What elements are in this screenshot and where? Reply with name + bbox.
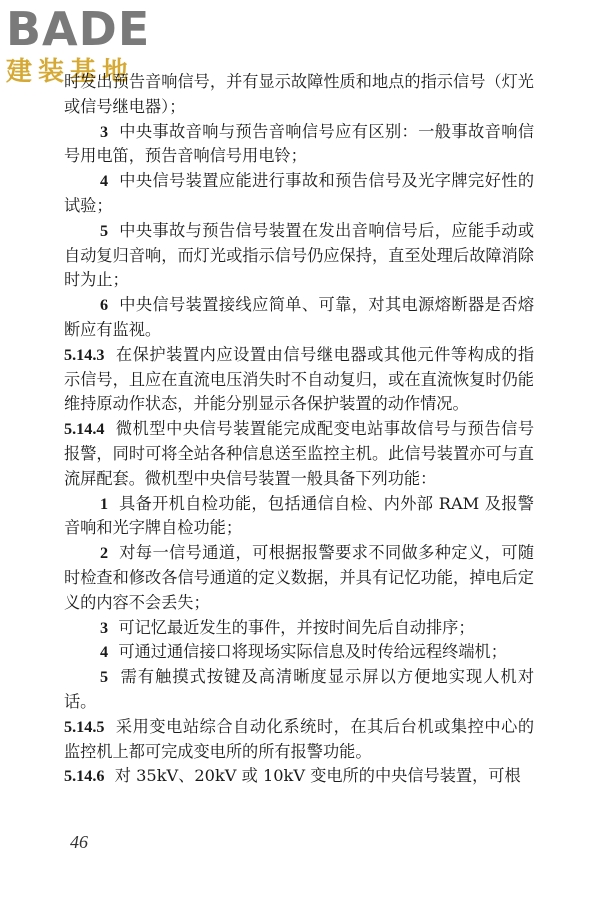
paragraph-text: 需有触摸式按键及高清晰度显示屏以方便地实现人机对话。 [64,667,535,711]
paragraph-text: 中央事故音响与预告音响信号应有区别：一般事故音响信号用电笛，预告音响信号用电铃； [64,121,535,166]
paragraph-text: 在保护装置内应设置由信号继电器或其他元件等构成的指示信号，且应在直流电压消失时不自动复归，或在直流恢复时仍能维持原动作状态，并能分别显示各保护装置的动作情况。 [64,344,535,414]
list-item [64,541,534,615]
page-number: 46 [70,832,88,852]
list-item [64,120,534,170]
list-item [64,665,534,715]
clause [64,343,534,417]
watermark-subtitle: 建装基地 [6,57,135,87]
paragraph-text: 中央信号装置接线应简单、可靠，对其电源熔断器是否熔断应有监视。 [64,295,535,339]
list-item [64,640,534,665]
paragraph-text: 可记忆最近发生的事件，并按时间先后自动排序； [118,617,475,637]
paragraph-text: 中央信号装置应能进行事故和预告信号及光字牌完好性的试验； [64,171,535,215]
paragraph-text: 对每一信号通道，可根据报警要求不同做多种定义，可随时检查和修改各信号通道的定义数据，并具有记忆功能，掉电后定义的内容不会丢失； [64,543,535,612]
clause-number: 5.14.5 [64,717,105,736]
list-item [64,492,534,542]
item-number: 1 [100,494,109,513]
clause-number: 5.14.6 [64,767,105,786]
paragraph-text: 采用变电站综合自动化系统时，在其后台机或集控中心的监控机上都可完成变电所的所有报警功能。 [64,716,535,761]
list-item [64,616,534,641]
item-number: 6 [100,296,109,315]
clause [64,417,534,491]
clause [64,764,534,789]
paragraph-text: 对 35kV、20kV 或 10kV 变电所的中央信号装置，可根 [114,766,521,786]
item-number: 2 [100,544,109,563]
item-number: 5 [100,221,109,240]
list-item [64,169,534,219]
clause-number: 5.14.4 [64,420,105,439]
paragraph-text: 微机型中央信号装置能完成配变电站事故信号与预告信号报警，同时可将全站各种信息送至监控主机。此信号装置亦可与直流屏配套。微机型中央信号装置一般具备下列功能： [64,419,535,488]
list-item [64,293,534,343]
clause-number: 5.14.3 [64,345,105,364]
item-number: 4 [100,643,109,662]
paragraph-text: 可通过通信接口将现场实际信息及时传给远程终端机； [118,642,507,662]
document-body [64,70,534,789]
list-item [64,219,534,293]
clause [64,715,534,765]
paragraph-text: 中央事故与预告信号装置在发出音响信号后，应能手动或自动复归音响，而灯光或指示信号仍应保持，直至处理后故障消除时为止； [64,220,535,290]
paragraph-text: 时发出预告音响信号，并有显示故障性质和地点的指示信号（灯光或信号继电器）； [64,72,534,116]
item-number: 5 [100,668,109,687]
item-number: 4 [100,172,109,191]
item-number: 3 [100,618,109,637]
item-number: 3 [100,122,109,141]
paragraph-continuation [64,70,534,120]
watermark-brand: BADE [6,2,151,56]
paragraph-text: 具备开机自检功能，包括通信自检、内外部 RAM 及报警音响和光字牌自检功能； [64,493,534,538]
